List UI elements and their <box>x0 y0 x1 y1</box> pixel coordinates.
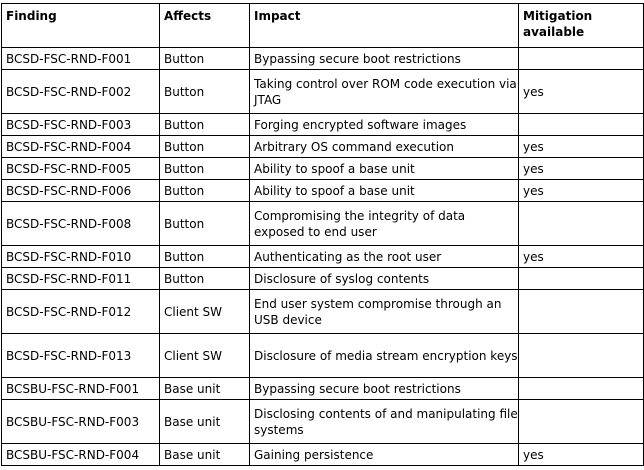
finding-cell: BCSBU-FSC-RND-F003 <box>2 400 160 444</box>
header-finding: Finding <box>2 4 160 48</box>
mitigation-cell <box>519 48 644 70</box>
table-header-row <box>2 4 644 48</box>
affects-cell: Button <box>160 268 250 290</box>
mitigation-cell: yes <box>519 158 644 180</box>
impact-cell: Arbitrary OS command execution <box>250 136 519 158</box>
finding-cell: BCSBU-FSC-RND-F001 <box>2 378 160 400</box>
affects-cell: Button <box>160 246 250 268</box>
table-row <box>2 444 644 466</box>
table-row <box>2 48 644 70</box>
mitigation-cell: yes <box>519 444 644 466</box>
finding-cell: BCSD-FSC-RND-F002 <box>2 70 160 114</box>
affects-cell: Button <box>160 158 250 180</box>
finding-cell: BCSBU-FSC-RND-F004 <box>2 444 160 466</box>
table-row <box>2 290 644 334</box>
table-row <box>2 180 644 202</box>
impact-cell: Bypassing secure boot restrictions <box>250 378 519 400</box>
impact-cell: Ability to spoof a base unit <box>250 158 519 180</box>
mitigation-cell: yes <box>519 136 644 158</box>
mitigation-cell <box>519 400 644 444</box>
affects-cell: Base unit <box>160 378 250 400</box>
header-impact: Impact <box>250 4 519 48</box>
impact-cell: Gaining persistence <box>250 444 519 466</box>
header-affects: Affects <box>160 4 250 48</box>
mitigation-cell: yes <box>519 70 644 114</box>
finding-cell: BCSD-FSC-RND-F008 <box>2 202 160 246</box>
affects-cell: Button <box>160 70 250 114</box>
finding-cell: BCSD-FSC-RND-F012 <box>2 290 160 334</box>
findings-table <box>1 3 644 466</box>
finding-cell: BCSD-FSC-RND-F005 <box>2 158 160 180</box>
impact-cell: Taking control over ROM code execution via JTAG <box>250 70 519 114</box>
impact-cell: Authenticating as the root user <box>250 246 519 268</box>
table-row <box>2 400 644 444</box>
impact-cell: Forging encrypted software images <box>250 114 519 136</box>
mitigation-cell: yes <box>519 246 644 268</box>
table-row <box>2 70 644 114</box>
impact-cell: Disclosing contents of and manipulating file systems <box>250 400 519 444</box>
table-row <box>2 202 644 246</box>
table-row <box>2 114 644 136</box>
table-row <box>2 246 644 268</box>
impact-cell: Ability to spoof a base unit <box>250 180 519 202</box>
table-row <box>2 136 644 158</box>
affects-cell: Client SW <box>160 290 250 334</box>
affects-cell: Base unit <box>160 400 250 444</box>
table-row <box>2 378 644 400</box>
mitigation-cell <box>519 290 644 334</box>
mitigation-cell <box>519 268 644 290</box>
mitigation-cell <box>519 334 644 378</box>
finding-cell: BCSD-FSC-RND-F011 <box>2 268 160 290</box>
affects-cell: Client SW <box>160 334 250 378</box>
table-row <box>2 334 644 378</box>
mitigation-cell <box>519 378 644 400</box>
impact-cell: Compromising the integrity of data exposed to end user <box>250 202 519 246</box>
affects-cell: Base unit <box>160 444 250 466</box>
mitigation-cell: yes <box>519 180 644 202</box>
impact-cell: Disclosure of syslog contents <box>250 268 519 290</box>
mitigation-cell <box>519 114 644 136</box>
finding-cell: BCSD-FSC-RND-F001 <box>2 48 160 70</box>
header-mitigation: Mitigation available <box>519 4 644 48</box>
table-row <box>2 268 644 290</box>
affects-cell: Button <box>160 180 250 202</box>
finding-cell: BCSD-FSC-RND-F003 <box>2 114 160 136</box>
affects-cell: Button <box>160 136 250 158</box>
finding-cell: BCSD-FSC-RND-F004 <box>2 136 160 158</box>
affects-cell: Button <box>160 114 250 136</box>
finding-cell: BCSD-FSC-RND-F013 <box>2 334 160 378</box>
impact-cell: End user system compromise through an USB device <box>250 290 519 334</box>
affects-cell: Button <box>160 202 250 246</box>
affects-cell: Button <box>160 48 250 70</box>
impact-cell: Bypassing secure boot restrictions <box>250 48 519 70</box>
impact-cell: Disclosure of media stream encryption keys <box>250 334 519 378</box>
finding-cell: BCSD-FSC-RND-F006 <box>2 180 160 202</box>
mitigation-cell <box>519 202 644 246</box>
table-row <box>2 158 644 180</box>
finding-cell: BCSD-FSC-RND-F010 <box>2 246 160 268</box>
